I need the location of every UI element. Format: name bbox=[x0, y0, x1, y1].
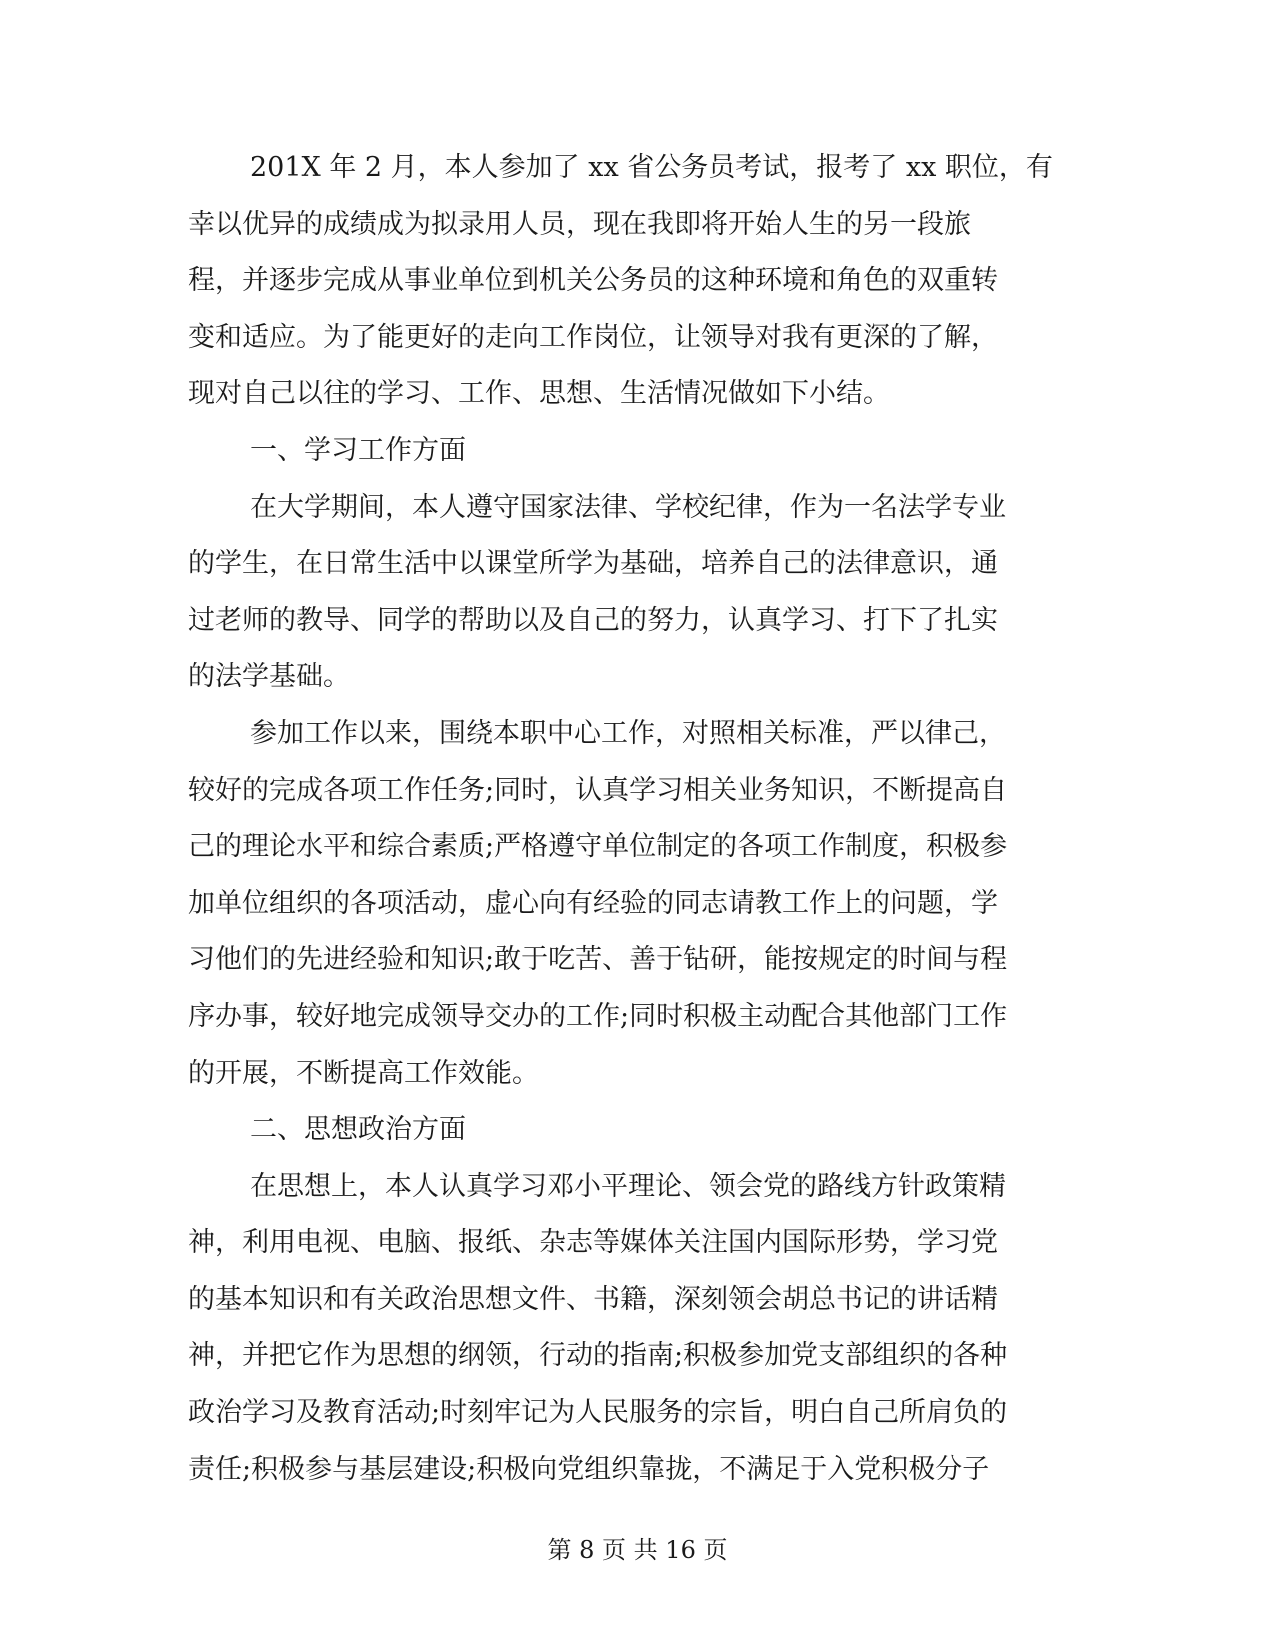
paragraph-line: 在大学期间，本人遵守国家法律、学校纪律，作为一名法学专业 bbox=[250, 491, 1006, 523]
paragraph-line: 过老师的教导、同学的帮助以及自己的努力，认真学习、打下了扎实 bbox=[188, 604, 998, 636]
paragraph-line: 的法学基础。 bbox=[188, 661, 350, 693]
paragraph-line: 的开展，不断提高工作效能。 bbox=[188, 1057, 539, 1089]
section-heading: 二、思想政治方面 bbox=[250, 1114, 466, 1146]
body-text bbox=[188, 140, 1068, 1498]
paragraph-line: 政治学习及教育活动;时刻牢记为人民服务的宗旨，明白自己所肩负的 bbox=[188, 1397, 1008, 1429]
paragraph-line: 变和适应。为了能更好的走向工作岗位，让领导对我有更深的了解， bbox=[188, 321, 998, 353]
paragraph-line: 序办事，较好地完成领导交办的工作;同时积极主动配合其他部门工作 bbox=[188, 1000, 1008, 1032]
paragraph-line: 较好的完成各项工作任务;同时，认真学习相关业务知识，不断提高自 bbox=[188, 774, 1008, 806]
paragraph-line: 加单位组织的各项活动，虚心向有经验的同志请教工作上的问题，学 bbox=[188, 887, 998, 919]
paragraph-line: 神，并把它作为思想的纲领，行动的指南;积极参加党支部组织的各种 bbox=[188, 1340, 1008, 1372]
paragraph-line: 习他们的先进经验和知识;敢于吃苦、善于钻研，能按规定的时间与程 bbox=[188, 944, 1008, 976]
paragraph-line: 的学生，在日常生活中以课堂所学为基础，培养自己的法律意识，通 bbox=[188, 548, 998, 580]
paragraph-line: 责任;积极参与基层建设;积极向党组织靠拢，不满足于入党积极分子 bbox=[188, 1453, 990, 1485]
paragraph-line: 现对自己以往的学习、工作、思想、生活情况做如下小结。 bbox=[188, 378, 890, 410]
paragraph-line: 己的理论水平和综合素质;严格遵守单位制定的各项工作制度，积极参 bbox=[188, 831, 1008, 863]
paragraph-line: 参加工作以来，围绕本职中心工作，对照相关标准，严以律己， bbox=[250, 717, 1006, 749]
section-heading: 一、学习工作方面 bbox=[250, 434, 466, 466]
paragraph-line: 神，利用电视、电脑、报纸、杂志等媒体关注国内国际形势，学习党 bbox=[188, 1227, 998, 1259]
paragraph-line: 在思想上，本人认真学习邓小平理论、领会党的路线方针政策精 bbox=[250, 1170, 1006, 1202]
page-number-footer: 第 8 页 共 16 页 bbox=[547, 1536, 728, 1564]
paragraph-line: 的基本知识和有关政治思想文件、书籍，深刻领会胡总书记的讲话精 bbox=[188, 1283, 998, 1315]
paragraph-line: 程，并逐步完成从事业单位到机关公务员的这种环境和角色的双重转 bbox=[188, 265, 998, 297]
paragraph-line: 幸以优异的成绩成为拟录用人员，现在我即将开始人生的另一段旅 bbox=[188, 208, 971, 240]
paragraph-line: 201X 年 2 月，本人参加了 xx 省公务员考试，报考了 xx 职位，有 bbox=[250, 152, 1053, 183]
